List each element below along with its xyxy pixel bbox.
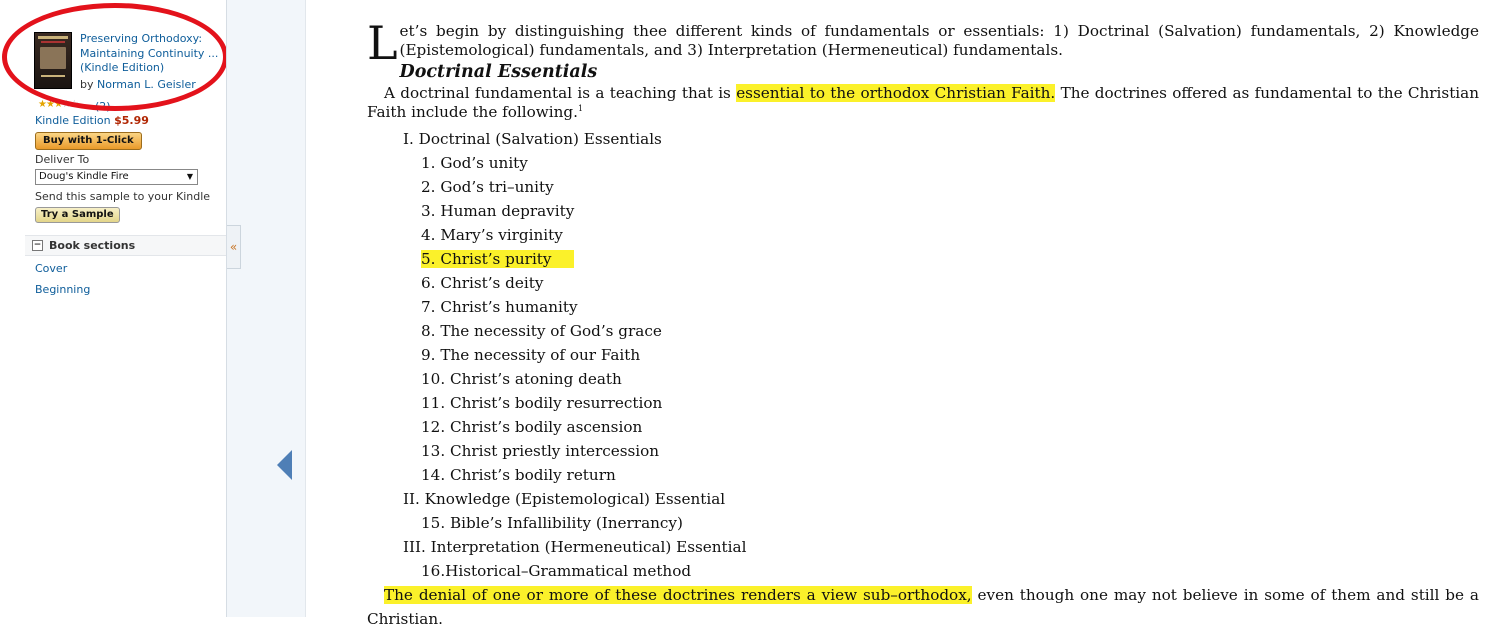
outline-item [367,175,1479,199]
outline-item [367,415,1479,439]
outline-item-text: 11. Christ’s bodily resurrection [421,394,663,412]
dropdown-arrow-icon: ▼ [186,172,193,181]
previous-page-arrow-icon[interactable] [277,450,292,480]
outline-item-text: 15. Bible’s Infallibility (Inerrancy) [421,514,683,532]
outline-item [367,343,1479,367]
outline-item [367,295,1479,319]
outline-item [367,511,1479,535]
book-sections-header[interactable] [25,235,226,256]
buy-1-click-button[interactable]: Buy with 1-Click [35,132,142,150]
outline-item-text: 12. Christ’s bodily ascension [421,418,643,436]
outline-item [367,127,1479,151]
author-link[interactable]: Norman L. Geisler [97,78,196,91]
outline-item-text: 6. Christ’s deity [421,274,544,292]
outline-item [367,559,1479,583]
outline-item [367,487,1479,511]
outline-item [367,463,1479,487]
star-empty-icon: ☆ [69,99,78,110]
section-link-beginning[interactable]: Beginning [35,283,91,296]
deliver-to-label: Deliver To [35,153,90,166]
book-cover-thumbnail[interactable] [34,32,72,89]
book-title-link[interactable]: Preserving Orthodoxy: Maintaining Continuity ... (Kindle Edition) [80,32,219,74]
closing-after: even though one may not believe in some of them and still be a Christian. [367,586,1479,628]
outline-item [367,535,1479,559]
price: $5.99 [114,114,149,127]
star-rating [38,99,78,110]
outline-item-text: 9. The necessity of our Faith [421,346,641,364]
outline-item [367,367,1479,391]
outline-item-text: 1. God’s unity [421,154,528,172]
closing-paragraph [367,583,1479,631]
outline-item-text: 16.Historical–Grammatical method [421,562,692,580]
section-link-cover[interactable]: Cover [35,262,68,275]
outline-item-text: III. Interpretation (Hermeneutical) Essential [403,538,747,556]
by-prefix: by [80,78,94,91]
star-icon: ★ [38,99,46,110]
para-before: A doctrinal fundamental is a teaching that is [384,84,737,102]
outline-item-highlighted-text: 5. Christ’s purity [421,250,574,268]
outline-item [367,271,1479,295]
outline-item [367,391,1479,415]
drop-cap: L [367,16,398,70]
outline-item-text: 7. Christ’s humanity [421,298,578,316]
outline-item-text: II. Knowledge (Epistemological) Essential [403,490,726,508]
outline-item-text: 4. Mary’s virginity [421,226,563,244]
intro-paragraph [367,16,1479,70]
section-heading: Doctrinal Essentials [399,62,598,82]
sidebar-divider-strip [226,0,306,617]
outline-item [367,439,1479,463]
reader-content [367,16,1480,631]
outline-item-text: 10. Christ’s atoning death [421,370,622,388]
outline-item-text: 8. The necessity of God’s grace [421,322,662,340]
star-empty-icon: ☆ [61,99,70,110]
book-sections-label: Book sections [49,239,136,252]
outline-item [367,223,1479,247]
outline-item-text: 14. Christ’s bodily return [421,466,616,484]
device-select-value: Doug's Kindle Fire [39,171,129,182]
collapse-minus-icon[interactable]: − [33,240,42,250]
send-sample-label: Send this sample to your Kindle [35,190,211,203]
device-select[interactable] [35,169,198,185]
book-author-line [80,78,196,91]
outline-item [367,151,1479,175]
book-sidebar [0,0,226,617]
outline-item-text: 2. God’s tri–unity [421,178,554,196]
highlight-essential: essential to the orthodox Christian Faith. [736,84,1056,102]
outline-item [367,247,1479,271]
price-line [35,114,149,127]
footnote-marker[interactable]: 1 [577,103,584,113]
essentials-outline [367,127,1479,583]
review-count-link[interactable]: (2) [95,100,111,113]
outline-item-text: 13. Christ priestly intercession [421,442,660,460]
outline-item [367,319,1479,343]
try-sample-button[interactable]: Try a Sample [35,207,120,223]
outline-item [367,199,1479,223]
star-icon: ★ [53,99,62,110]
star-icon: ★ [45,99,54,110]
collapse-sidebar-tab[interactable]: « [227,225,241,269]
outline-item-text: 3. Human depravity [421,202,575,220]
highlight-closing: The denial of one or more of these doctrines renders a view sub–orthodox, [384,586,972,604]
intro-text: et’s begin by distinguishing thee different kinds of fundamentals or essentials: 1) Doctrinal (Salvation) fundamentals, 2) Knowledge (Epistemological) fundamentals, and 3) Interpretation (Hermeneutical) fundamentals. [399,22,1479,59]
doctrinal-paragraph [367,84,1479,122]
format-link[interactable]: Kindle Edition [35,114,111,127]
para-after: The doctrines offered as fundamental to the Christian Faith include the following. [367,84,1480,121]
outline-item-text: I. Doctrinal (Salvation) Essentials [403,130,662,148]
